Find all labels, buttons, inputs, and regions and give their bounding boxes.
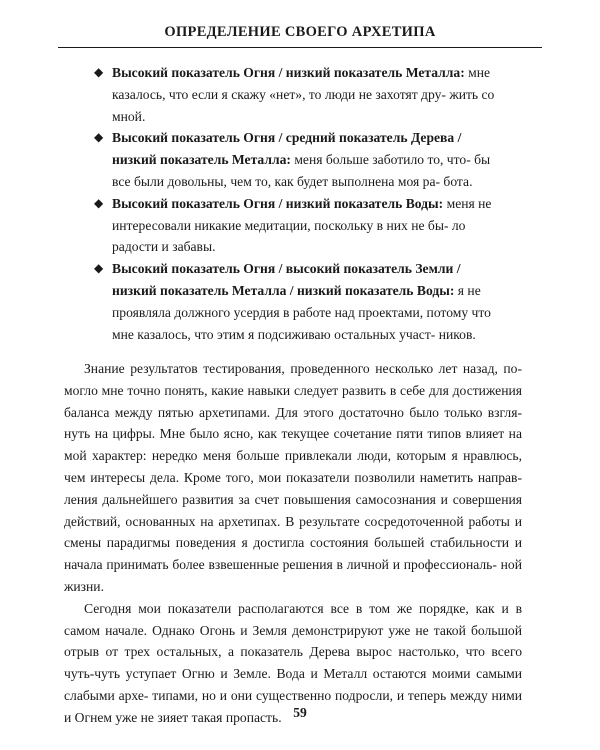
- bullet-bold-lead: Высокий показатель Огня / низкий показатель Металла:: [112, 65, 469, 80]
- bullet-bold-lead: Высокий показатель Огня / средний показатель Дерева / низкий показатель Металла:: [112, 130, 462, 168]
- bullet-item: [94, 193, 506, 258]
- bullet-item: [94, 62, 506, 127]
- bullet-text: меня не интересовали никакие медитации, поскольку в них не бы- ло радости и забавы.: [112, 195, 492, 255]
- bullet-text: я не проявляла должного усердия в работе над проектами, потому что мне казалось, что этим я подсиживаю остальных участ- ников.: [112, 282, 491, 342]
- bullet-list: [94, 62, 506, 345]
- bullet-dot-icon: ◆: [94, 195, 104, 210]
- bullet-dot-icon: ◆: [94, 130, 104, 145]
- running-header: ОПРЕДЕЛЕНИЕ СВОЕГО АРХЕТИПА: [164, 24, 436, 40]
- bullet-text: мне казалось, что если я скажу «нет», то люди не захотят дру- жить со мной.: [112, 65, 495, 124]
- page-number: 59: [293, 705, 307, 720]
- bullet-bold-lead: Высокий показатель Огня / высокий показатель Земли / низкий показатель Металла / низкий показатель Воды:: [112, 261, 461, 298]
- header-divider: [58, 47, 542, 48]
- bullet-bold-lead: Высокий показатель Огня / низкий показатель Воды:: [112, 195, 447, 211]
- paragraph: Сегодня мои показатели располагаются все в том же порядке, как и в самом начале. Однако Огонь и Земля демонстрируют уже не такой большой отрыв от трех остальных, а показатель Дерева вырос настолько, что всего чуть-чуть уступает Огню и Земле. Вода и Металл остаются моими самыми слабыми архе- типами, но и они существенно подросли, и теперь между ними и Огнем уже не зияет такая пропасть.: [64, 600, 522, 725]
- bullet-item: [94, 127, 506, 192]
- bullet-text: меня больше заботило то, что- бы все были довольны, чем то, как будет выполнена моя ра- бота.: [112, 152, 491, 189]
- bullet-item: [94, 258, 506, 345]
- bullet-dot-icon: ◆: [94, 65, 104, 79]
- bullet-dot-icon: ◆: [94, 261, 104, 276]
- body-text: [64, 358, 522, 729]
- paragraph: Знание результатов тестирования, проведенного несколько лет назад, по- могло мне точно понять, какие навыки следует развить в себе для достижения баланса между пятью архетипами. Для этого достаточно было только взгля- нуть на цифры. Мне было ясно, как текущее сочетание пяти типов влияет на мой характер: нередко меня больше привлекали люди, которым я нравлюсь, чем интересы дела. Кроме того, мои показатели позволили наметить направ- ления дальнейшего развития за счет повышения самосознания и совершения действий, основанных на архетипах. В результате сосредоточенной работы и смены парадигмы поведения я достигла состояния большей стабильности и начала принимать более взвешенные решения в личной и профессиональ- ной жизни.: [64, 361, 522, 594]
